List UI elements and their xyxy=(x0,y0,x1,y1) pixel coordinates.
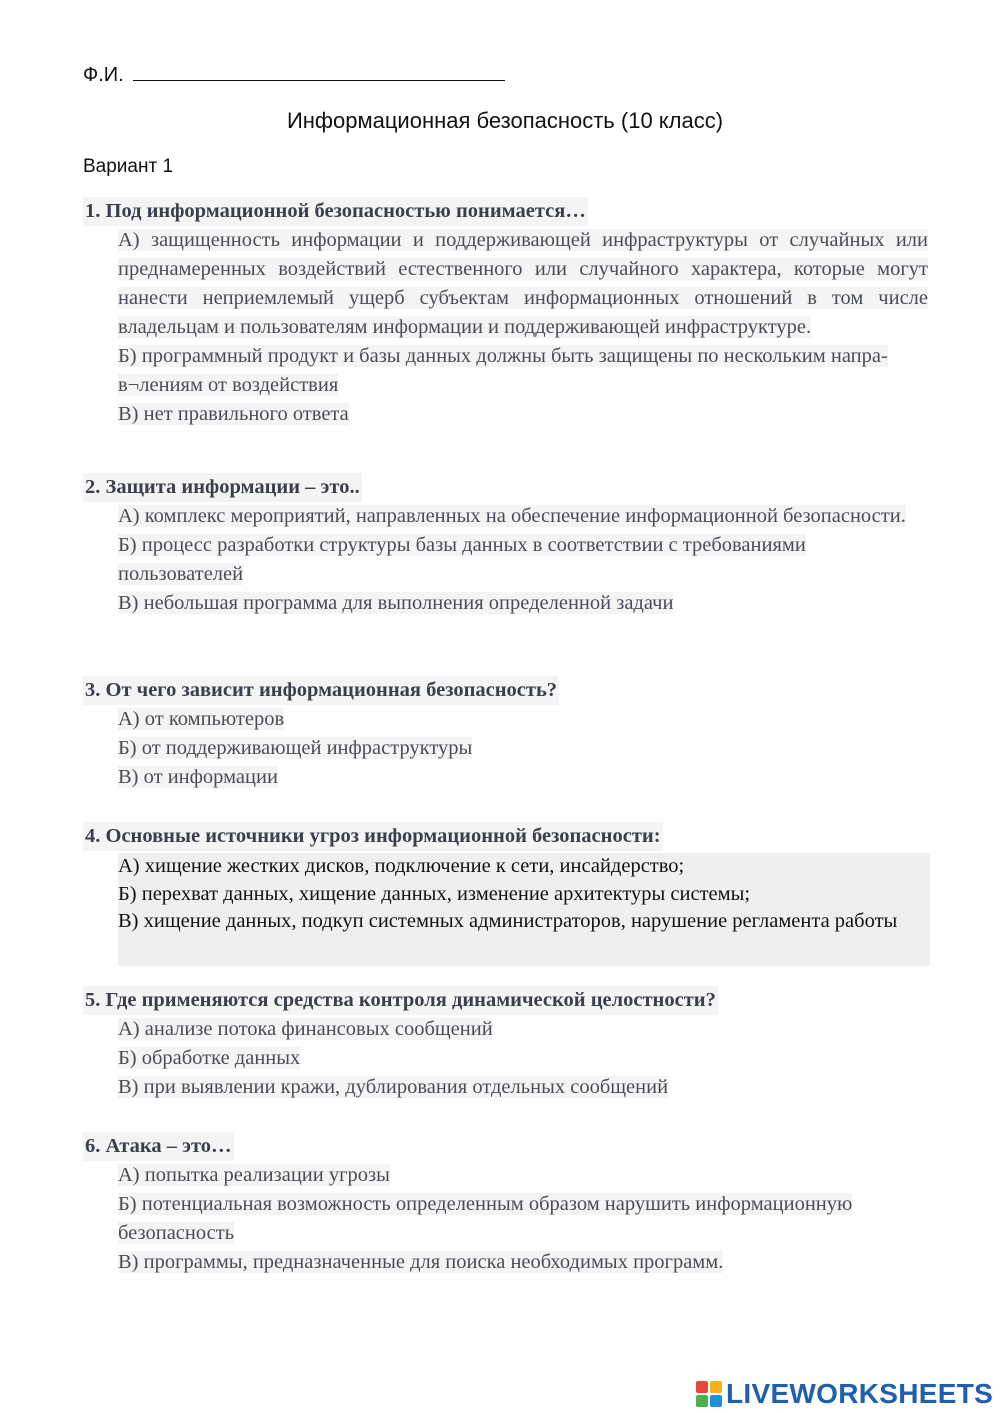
answer-6c: В) программы, предназначенные для поиска необходимых программ. xyxy=(118,1251,724,1273)
question-4: 4. Основные источники угроз информационной безопасности: xyxy=(83,822,663,851)
page-title: Информационная безопасность (10 класс) xyxy=(286,108,724,133)
answer-2c: В) небольшая программа для выполнения определенной задачи xyxy=(118,592,674,614)
answer-2b: Б) процесс разработки структуры базы данных в соответствии с требованиями пользователей xyxy=(118,534,806,585)
answer-1a: А) защищенность информации и поддерживающей инфраструктуры от случайных или преднамеренных воздействий естественного или случайного характера, которые могут нанести неприемлемый ущерб субъектам информационных отношений в том числе владельцам и пользователям информации и поддерживающей инфраструктуре. xyxy=(118,229,928,338)
question-1: 1. Под информационной безопасностью понимается… xyxy=(83,197,588,226)
answers-1 xyxy=(118,226,928,429)
logo-text: LIVEWORKSHEETS xyxy=(726,1378,994,1409)
logo-block-yellow xyxy=(710,1381,722,1393)
answer-4a: А) хищение жестких дисков, подключение к сети, инсайдерство; xyxy=(118,855,685,877)
logo-block-blue xyxy=(710,1395,722,1407)
logo-block-red xyxy=(696,1381,708,1393)
answer-1b: Б) программный продукт и базы данных должны быть защищены по нескольким направ¬лениям от воздействия xyxy=(118,345,888,396)
question-6: 6. Атака – это… xyxy=(83,1132,234,1161)
answer-2a: А) комплекс мероприятий, направленных на обеспечение информационной безопасности. xyxy=(118,505,906,527)
name-label: Ф.И. xyxy=(83,64,124,86)
answer-6a: А) попытка реализации угрозы xyxy=(118,1164,390,1186)
logo-blocks-icon xyxy=(696,1381,722,1407)
answers-3 xyxy=(118,705,928,792)
answer-3c: В) от информации xyxy=(118,766,278,788)
liveworksheets-logo[interactable] xyxy=(696,1378,993,1410)
name-blank-line[interactable] xyxy=(133,62,505,81)
answer-3a: А) от компьютеров xyxy=(118,708,285,730)
question-3: 3. От чего зависит информационная безопасность? xyxy=(83,676,559,705)
question-2: 2. Защита информации – это.. xyxy=(83,473,362,502)
question-5: 5. Где применяются средства контроля динамической целостности? xyxy=(83,986,718,1015)
answer-4c: В) хищение данных, подкуп системных администраторов, нарушение регламента работы xyxy=(118,910,898,932)
answers-6 xyxy=(118,1161,928,1277)
answers-4 xyxy=(118,853,930,966)
variant-label: Вариант 1 xyxy=(83,156,174,177)
answer-4b: Б) перехват данных, хищение данных, изменение архитектуры системы; xyxy=(118,882,751,905)
logo-block-green xyxy=(696,1395,708,1407)
answer-3b: Б) от поддерживающей инфраструктуры xyxy=(118,737,473,759)
answer-5b: Б) обработке данных xyxy=(118,1047,301,1069)
name-field xyxy=(83,62,505,87)
answers-5 xyxy=(118,1015,928,1102)
answers-2 xyxy=(118,502,928,618)
answer-1c: В) нет правильного ответа xyxy=(118,403,349,425)
answer-6b: Б) потенциальная возможность определенным образом нарушить информационную безопасность xyxy=(118,1193,853,1244)
answer-5c: В) при выявлении кражи, дублирования отдельных сообщений xyxy=(118,1076,669,1098)
answer-5a: А) анализе потока финансовых сообщений xyxy=(118,1018,493,1040)
